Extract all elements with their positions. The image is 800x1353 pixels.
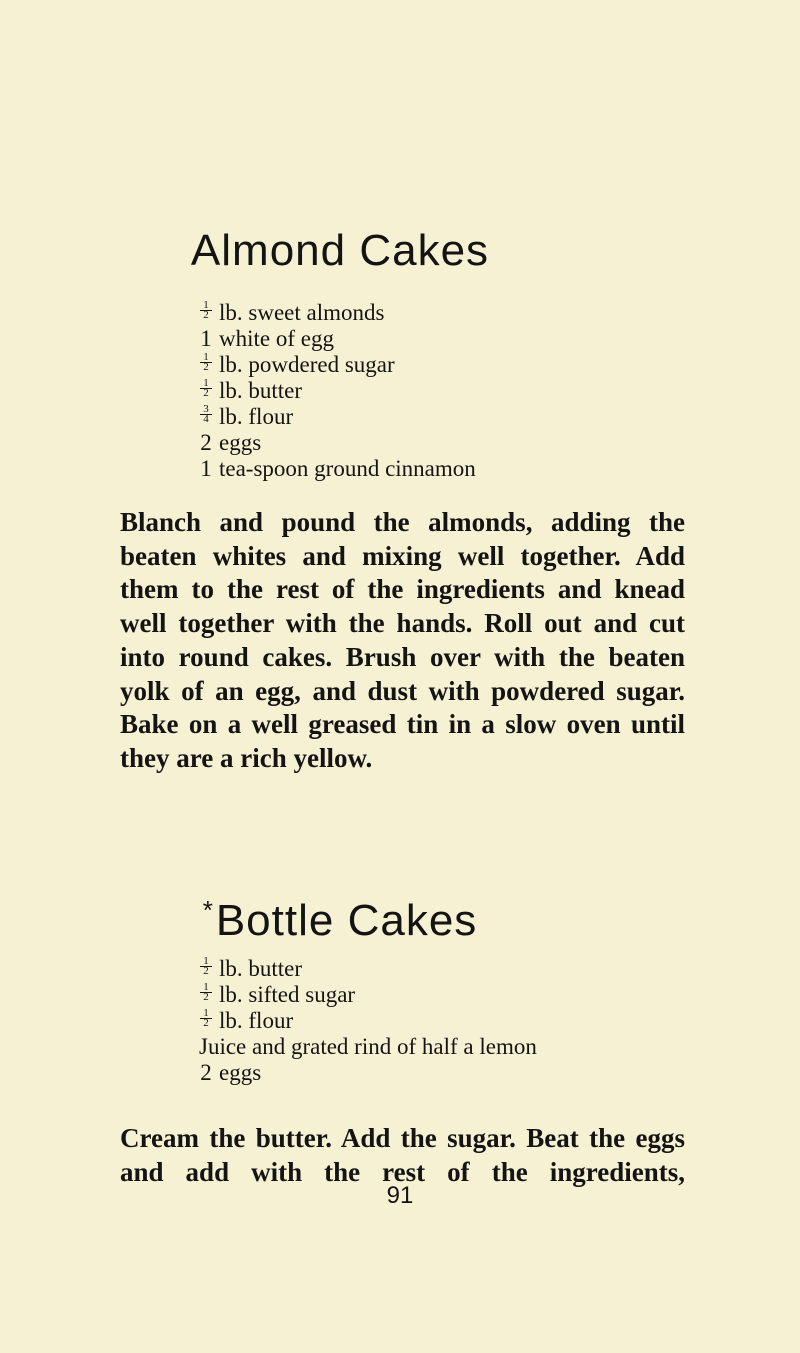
ingredient-item: [199, 982, 537, 1008]
ingredient-item: [199, 300, 476, 326]
ingredient-text: lb. butter: [219, 378, 303, 403]
quantity: 1: [200, 326, 212, 351]
ingredient-text: lb. flour: [219, 404, 294, 429]
ingredient-item: [199, 956, 537, 982]
fraction: $\frac{1}{2}$: [199, 1009, 213, 1028]
ingredient-item: [199, 404, 476, 430]
ingredient-text: lb. powdered sugar: [219, 352, 395, 377]
page-number: 91: [386, 1182, 414, 1209]
ingredient-text: lb. sifted sugar: [219, 982, 356, 1007]
ingredient-text: eggs: [219, 1060, 262, 1085]
ingredient-text: lb. flour: [219, 1008, 294, 1033]
ingredient-item: [199, 1060, 537, 1086]
ingredient-text: tea-spoon ground cinnamon: [219, 456, 476, 481]
ingredient-item: [199, 378, 476, 404]
ingredient-text: lb. sweet almonds: [219, 300, 385, 325]
footnote-marker: *: [202, 895, 214, 925]
fraction: $\frac{1}{2}$: [199, 353, 213, 372]
quantity: 1: [200, 456, 212, 481]
ingredient-item: [199, 352, 476, 378]
quantity: 2: [200, 1060, 212, 1085]
quantity: 2: [200, 430, 212, 455]
ingredient-text: Juice and grated rind of half a lemon: [199, 1034, 537, 1059]
fraction: $\frac{1}{2}$: [199, 983, 213, 1002]
recipe-title: [0, 895, 680, 946]
ingredient-item: [199, 326, 476, 352]
ingredient-list: [199, 300, 476, 482]
fraction: $\frac{3}{4}$: [199, 405, 213, 424]
recipe-title: Almond Cakes: [190, 226, 490, 275]
ingredient-text: eggs: [219, 430, 262, 455]
recipe-title-text: Bottle Cakes: [215, 896, 478, 945]
ingredient-item: [199, 430, 476, 456]
ingredient-text: lb. butter: [219, 956, 303, 981]
ingredient-list: [199, 956, 537, 1086]
ingredient-item: [199, 1034, 537, 1060]
ingredient-item: [199, 1008, 537, 1034]
fraction: $\frac{1}{2}$: [199, 379, 213, 398]
fraction: $\frac{1}{2}$: [199, 957, 213, 976]
fraction: $\frac{1}{2}$: [199, 301, 213, 320]
ingredient-text: white of egg: [219, 326, 334, 351]
recipe-method: Blanch and pound the almonds, adding the beaten whites and mixing well together. Add them to the rest of the ingredients and knead well together with the hands. Roll out and cut into round cakes. Brush over with the beaten yolk of an egg, and dust with powdered sugar. Bake on a well greased tin in a slow oven until they are a rich yellow.: [120, 507, 685, 773]
recipe-method: Cream the butter. Add the sugar. Beat the eggs and add with the rest of the ingredients,: [120, 1123, 685, 1187]
ingredient-item: [199, 456, 476, 482]
